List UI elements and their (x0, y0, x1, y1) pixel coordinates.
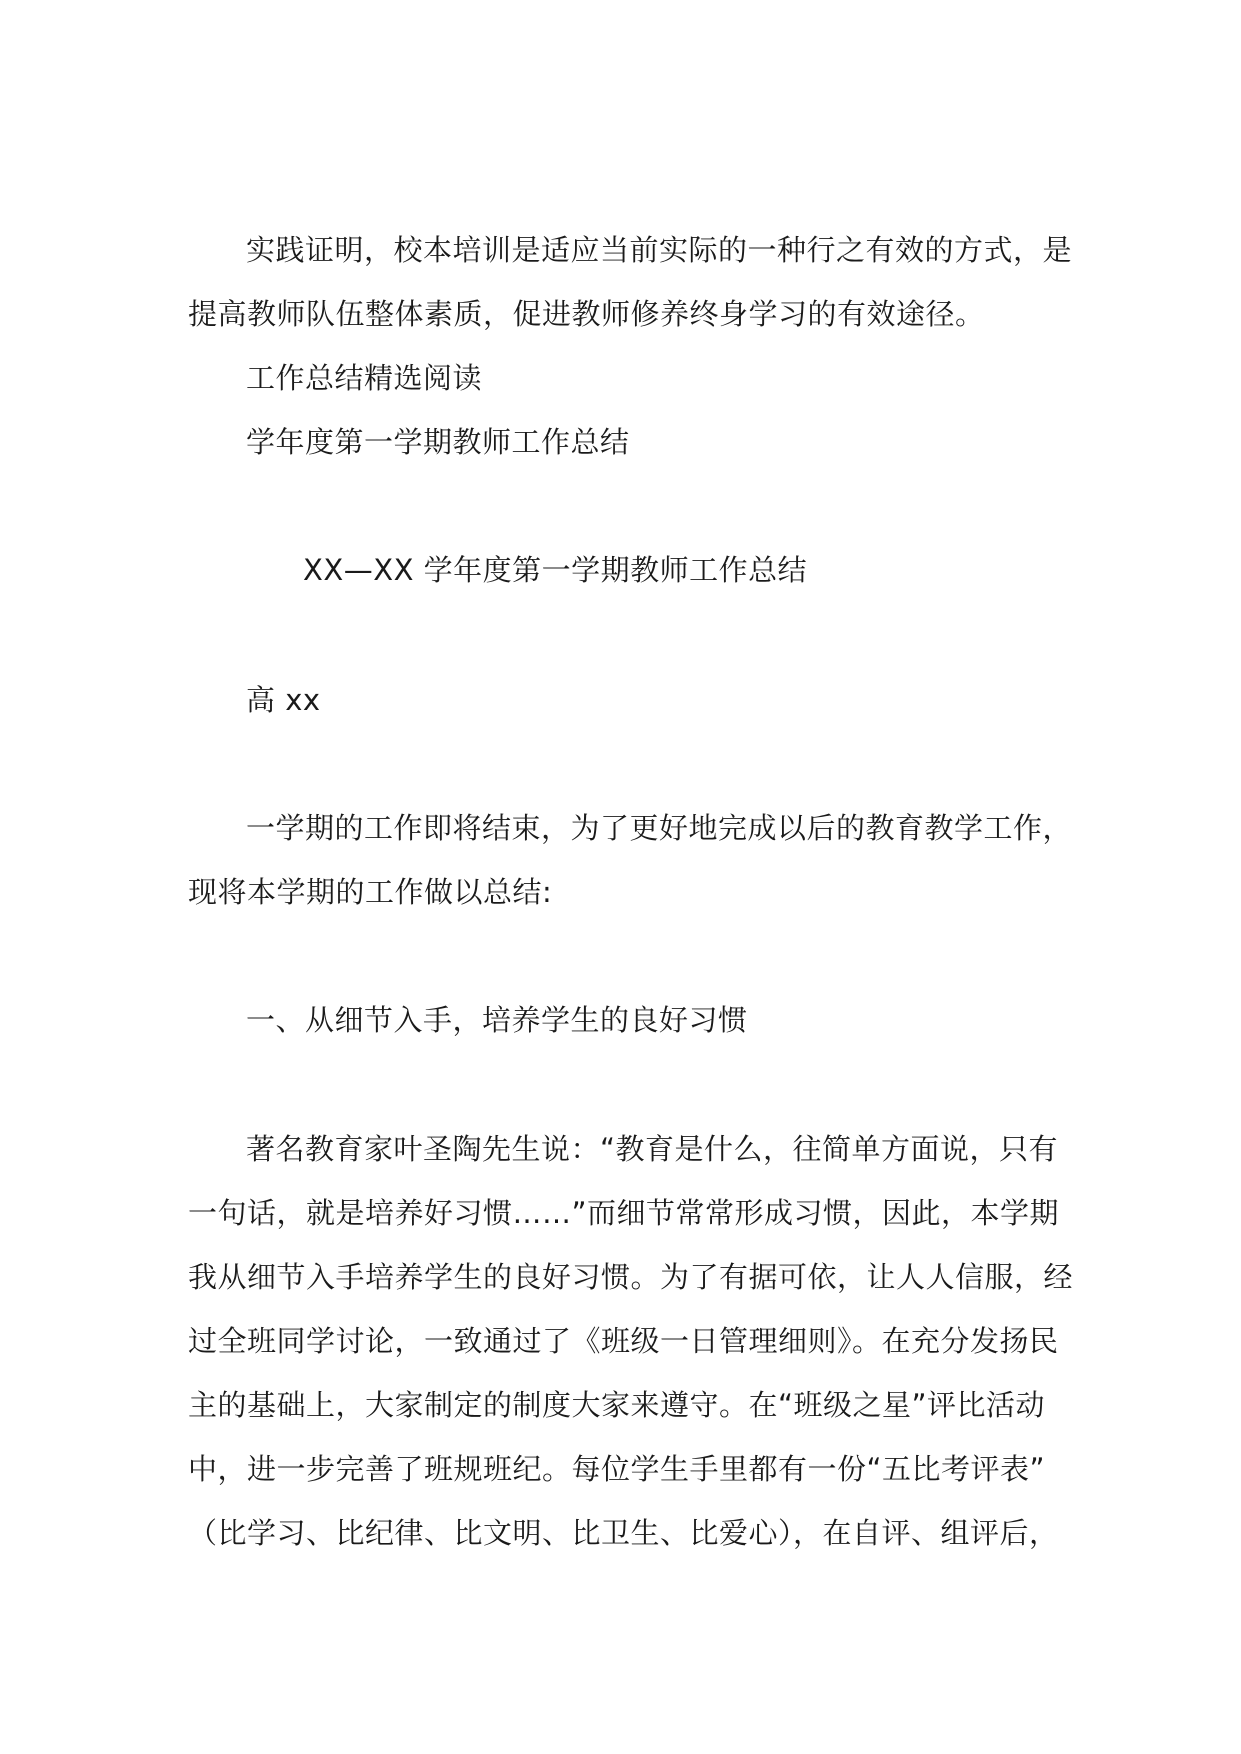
paragraph-line: 现将本学期的工作做以总结: (188, 875, 553, 909)
section-label: 学年度第一学期教师工作总结 (246, 425, 630, 459)
paragraph-line: （比学习、比纪律、比文明、比卫生、比爱心），在自评、组评后， (188, 1516, 1059, 1550)
paragraph-line: 主的基础上，大家制定的制度大家来遵守。在“班级之星”评比活动 (188, 1388, 1046, 1422)
paragraph-line: 过全班同学讨论，一致通过了《班级一日管理细则》。在充分发扬民 (188, 1324, 1059, 1358)
section-heading: 一、从细节入手，培养学生的良好习惯 (246, 1003, 748, 1037)
document-title: XX—XX 学年度第一学期教师工作总结 (303, 553, 808, 587)
paragraph-line: 实践证明，校本培训是适应当前实际的一种行之有效的方式，是 (246, 233, 1073, 267)
section-label: 工作总结精选阅读 (246, 361, 483, 395)
paragraph-line: 一句话，就是培养好习惯……”而细节常常形成习惯，因此，本学期 (188, 1196, 1060, 1230)
paragraph-line: 著名教育家叶圣陶先生说：“教育是什么，往简单方面说，只有 (246, 1132, 1059, 1166)
paragraph-line: 中，进一步完善了班规班纪。每位学生手里都有一份“五比考评表” (188, 1452, 1046, 1486)
paragraph-line: 一学期的工作即将结束，为了更好地完成以后的教育教学工作， (246, 811, 1073, 845)
paragraph-line: 提高教师队伍整体素质，促进教师修养终身学习的有效途径。 (188, 297, 985, 331)
author-name: 高 xx (246, 683, 321, 717)
paragraph-line: 我从细节入手培养学生的良好习惯。为了有据可依，让人人信服，经 (188, 1260, 1074, 1294)
